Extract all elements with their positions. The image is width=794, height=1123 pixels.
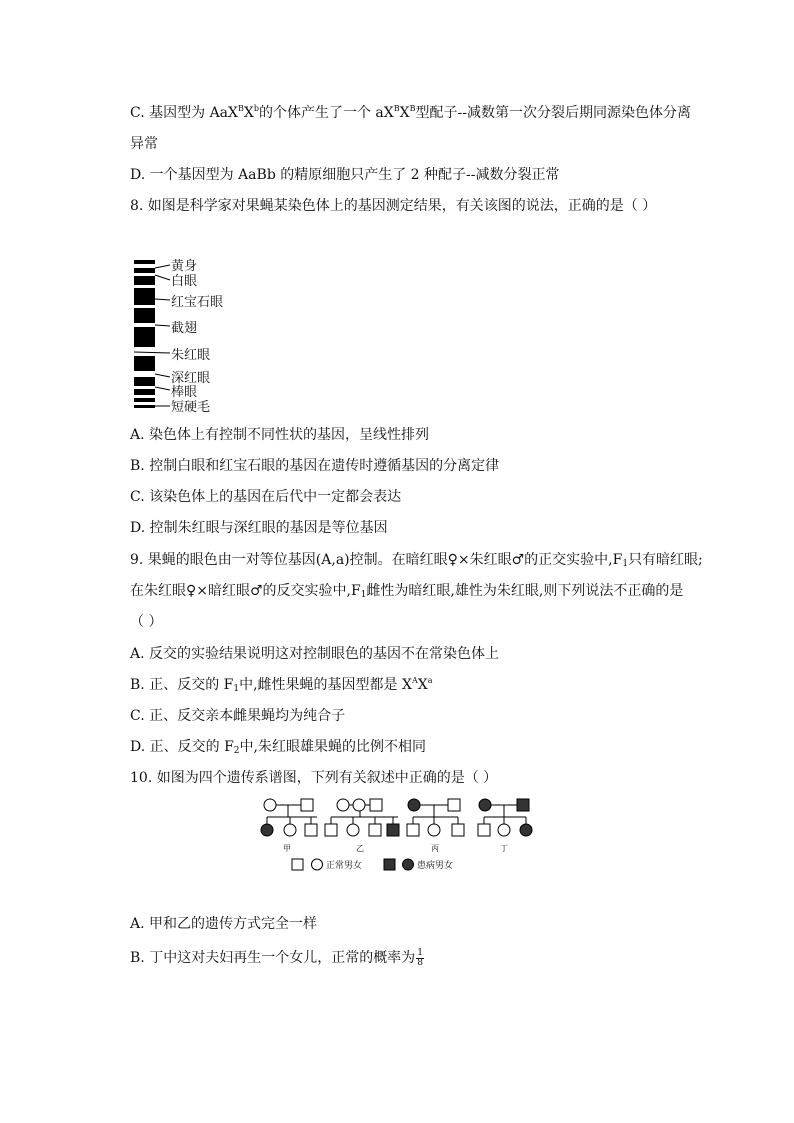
q9-stem-line1: 9. 果蝇的眼色由一对等位基因(A,a)控制。在暗红眼♀×朱红眼♂的正交实验中$,F_1$只有暗红眼; [130,552,703,569]
q10-stem: 10. 如图为四个遗传系谱图，下列有关叙述中正确的是（ ） [130,770,498,786]
family-label-ding: 丁 [500,844,508,853]
family-label-jia: 甲 [283,844,291,853]
legend-normal-label: 正常男女 [326,861,363,871]
q9-stem-line3: （ ） [130,614,163,630]
q8-option-d: D. 控制朱红眼与深红眼的基因是等位基因 [130,520,388,536]
q7-option-c: C. 基因型为 $AaX^BX^b$的个体产生了一个 $aX^BX^B$型配子--减数第一次分裂后期同源染色体分离 [130,104,691,121]
pedigree-charts [256,795,538,875]
chromosome-gene-map [130,255,270,417]
q9-option-c: C. 正、反交亲本雌果蝇均为纯合子 [130,708,346,724]
q8-option-c: C. 该染色体上的基因在后代中一定都会表达 [130,489,402,505]
family-label-bing: 丙 [431,844,439,853]
q8-stem: 8. 如图是科学家对果蝇某染色体上的基因测定结果，有关该图的说法，正确的是（ ） [130,198,657,214]
family-label-yi: 乙 [356,844,364,853]
gene-label-carmine-eye: 深红眼 [171,371,211,386]
gene-label-yellow-body: 黄身 [171,259,198,274]
q9-option-b: B. 正、反交的 $F_1$中,雌性果蝇的基因型都是 $X^AX^a$ [130,676,433,694]
gene-label-vermilion-eye: 朱红眼 [171,348,211,363]
gene-label-bristle: 短硬毛 [171,400,211,415]
legend-affected-label: 患病男女 [417,861,454,871]
gene-label-ruby-eye: 红宝石眼 [171,295,224,310]
q10-option-a: A. 甲和乙的遗传方式完全一样 [130,916,318,932]
gene-label-cut-wing: 截翅 [171,321,198,336]
fraction: $\frac{1}{8}$ [417,947,423,968]
gene-label-white-eye: 白眼 [171,274,198,289]
q7-option-c-cont: 异常 [130,136,158,152]
q9-stem-line2: 在朱红眼♀×暗红眼♂的反交实验中$,F_1$雌性为暗红眼,雄性为朱红眼,则下列说法不正确的是 [130,583,684,600]
q9-option-d: D. 正、反交的 $F_2$中,朱红眼雄果蝇的比例不相同 [130,739,426,756]
q9-option-a: A. 反交的实验结果说明这对控制眼色的基因不在常染色体上 [130,646,500,662]
q10-option-b: B. 丁中这对夫妇再生一个女儿，正常的概率为 $\frac{1}{8}$ [130,947,423,968]
q8-option-a: A. 染色体上有控制不同性状的基因，呈线性排列 [130,427,430,443]
gene-label-bar-eye: 棒眼 [171,385,198,400]
q7-option-d: D. 一个基因型为 AaBb 的精原细胞只产生了 2 种配子--减数分裂正常 [130,167,560,183]
q8-option-b: B. 控制白眼和红宝石眼的基因在遗传时遵循基因的分离定律 [130,458,500,474]
